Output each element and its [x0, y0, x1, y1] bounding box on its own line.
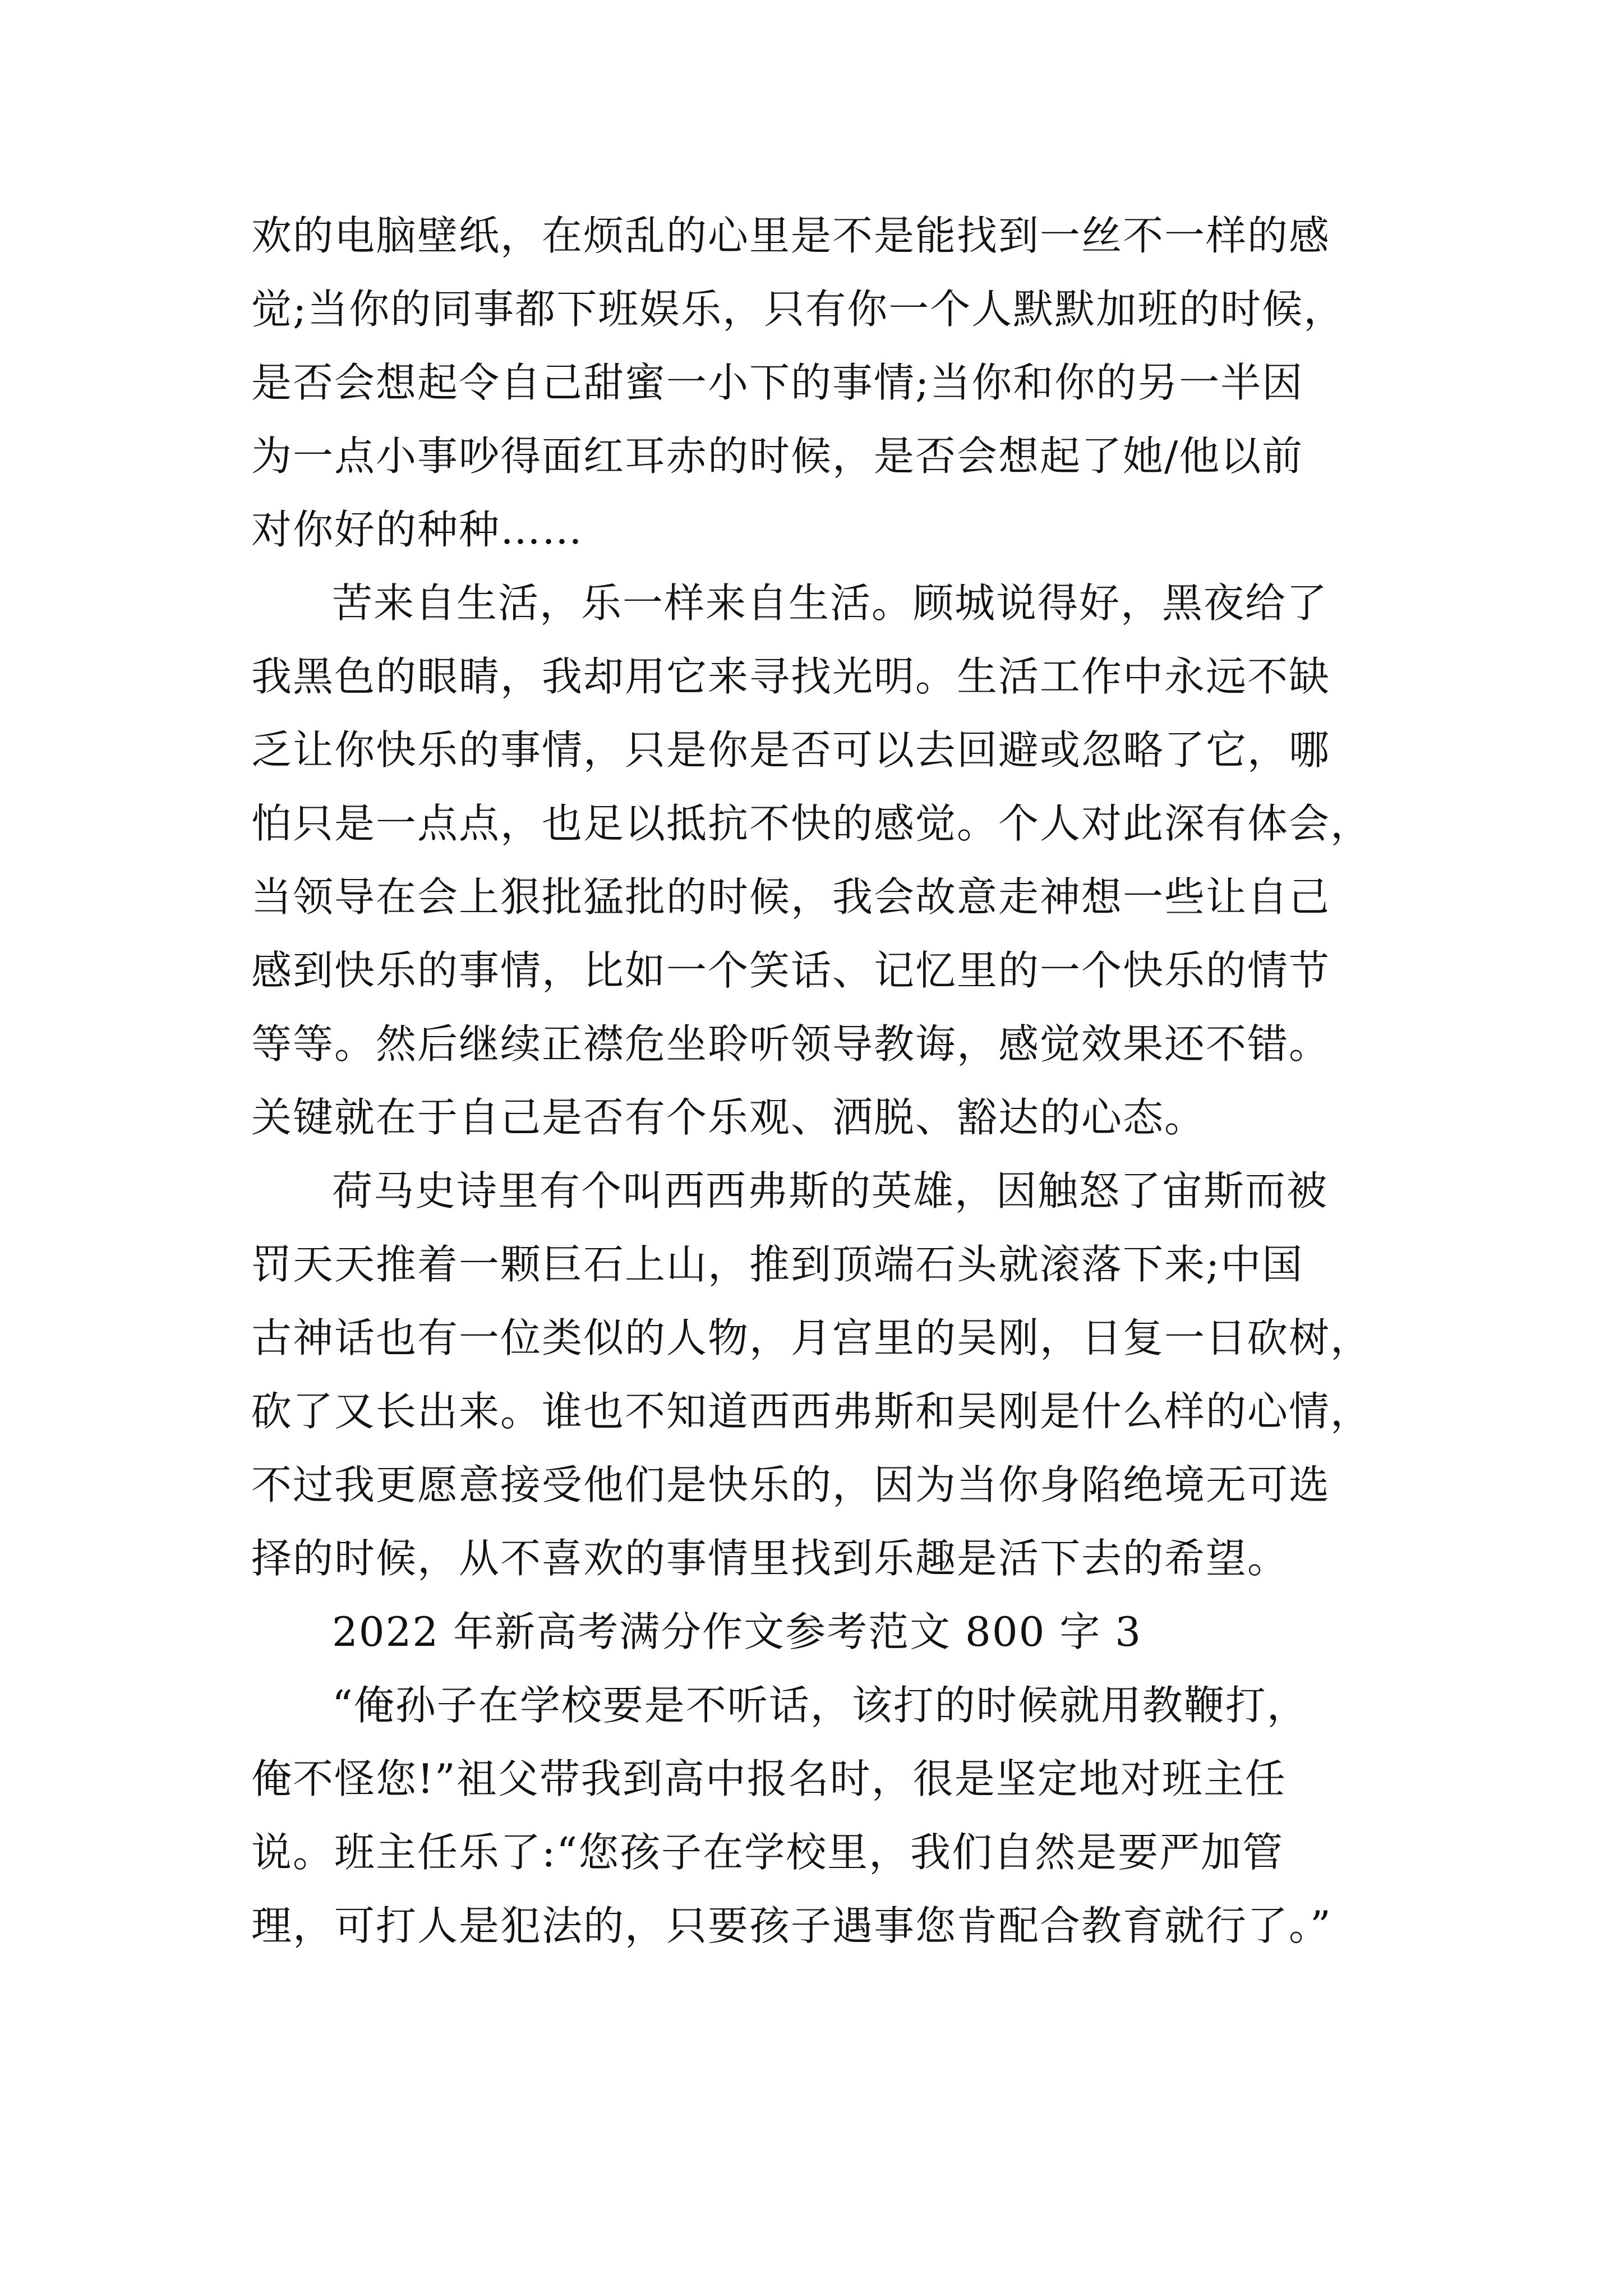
text-line: “俺孙子在学校要是不听话，该打的时候就用教鞭打， [332, 1682, 1308, 1729]
text-line: 荷马史诗里有个叫西西弗斯的英雄，因触怒了宙斯而被 [332, 1167, 1329, 1214]
text-line: 苦来自生活，乐一样来自生活。顾城说得好，黑夜给了 [332, 579, 1329, 627]
text-line: 乏让你快乐的事情，只是你是否可以去回避或忽略了它，哪 [251, 726, 1331, 774]
paragraph-1 [251, 199, 1380, 567]
paragraph-3 [251, 1154, 1380, 1595]
text-line: 关键就在于自己是否有个乐观、洒脱、豁达的心态。 [251, 1094, 1206, 1141]
text-line: 当领导在会上狠批猛批的时候，我会故意走神想一些让自己 [251, 873, 1331, 921]
text-line: 砍了又长出来。谁也不知道西西弗斯和吴刚是什么样的心情， [251, 1388, 1372, 1435]
text-line: 是否会想起令自己甜蜜一小下的事情;当你和你的另一半因 [251, 359, 1304, 406]
text-line: 为一点小事吵得面红耳赤的时候，是否会想起了她/他以前 [251, 432, 1304, 480]
text-line: 理，可打人是犯法的，只要孩子遇事您肯配合教育就行了。” [251, 1902, 1332, 1949]
text-line: 怕只是一点点，也足以抵抗不快的感觉。个人对此深有体会， [251, 800, 1372, 847]
text-line: 对你好的种种…… [251, 506, 584, 553]
text-line: 我黑色的眼睛，我却用它来寻找光明。生活工作中永远不缺 [251, 653, 1331, 700]
text-line: 说。班主任乐了:“您孩子在学校里，我们自然是要严加管 [251, 1829, 1284, 1876]
section-heading: 2022 年新高考满分作文参考范文 800 字 3 [332, 1608, 1142, 1655]
text-line: 欢的电脑壁纸，在烦乱的心里是不是能找到一丝不一样的感 [251, 212, 1331, 259]
paragraph-2 [251, 567, 1380, 1154]
text-line: 俺不怪您!”祖父带我到高中报名时，很是坚定地对班主任 [251, 1755, 1287, 1802]
text-line: 感到快乐的事情，比如一个笑话、记忆里的一个快乐的情节 [251, 947, 1331, 994]
paragraph-4 [251, 1669, 1380, 1963]
text-line: 不过我更愿意接受他们是快乐的，因为当你身陷绝境无可选 [251, 1461, 1331, 1508]
text-line: 古神话也有一位类似的人物，月宫里的吴刚，日复一日砍树， [251, 1314, 1372, 1361]
text-line: 等等。然后继续正襟危坐聆听领导教诲，感觉效果还不错。 [251, 1020, 1331, 1068]
text-line: 择的时候，从不喜欢的事情里找到乐趣是活下去的希望。 [251, 1535, 1289, 1582]
document-body [251, 199, 1380, 1963]
text-line: 觉;当你的同事都下班娱乐，只有你一个人默默加班的时候， [251, 286, 1345, 333]
text-line: 罚天天推着一颗巨石上山，推到顶端石头就滚落下来;中国 [251, 1241, 1304, 1288]
